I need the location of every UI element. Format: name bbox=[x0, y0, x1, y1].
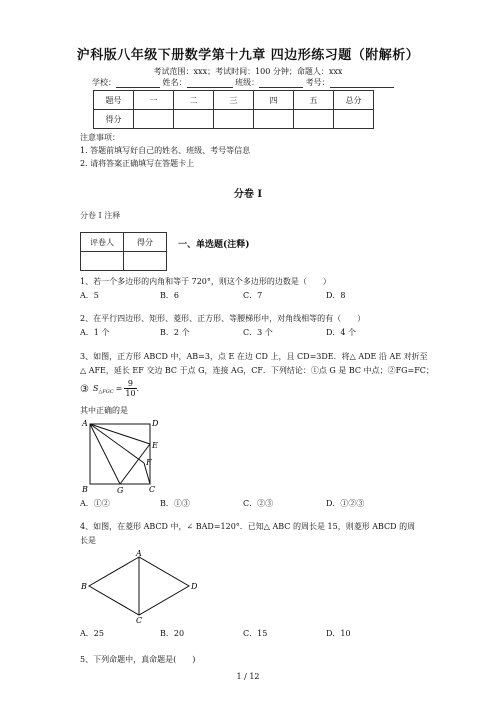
q4-option-d: D．10 bbox=[326, 629, 351, 638]
label-b: B bbox=[81, 582, 87, 591]
q3-option-a: A．①② bbox=[80, 499, 110, 508]
formula-lhs: S bbox=[93, 384, 99, 393]
document-title: 沪科版八年级下册数学第十九章 四边形练习题（附解析） bbox=[76, 48, 420, 63]
number-label: 考号： bbox=[305, 78, 330, 87]
segment-af bbox=[90, 424, 144, 463]
q2-option-b: B．2 个 bbox=[160, 328, 190, 337]
q4-option-c: C．15 bbox=[243, 629, 268, 638]
question-3-line-1: 3、如图，正方形 ABCD 中，AB=3，点 E 在边 CD 上，且 CD=3DE．将△ ADE 沿 AE 对折至 bbox=[80, 352, 428, 361]
school-label: 学校： bbox=[92, 78, 116, 87]
square-figure bbox=[80, 418, 160, 496]
label-c: C bbox=[136, 616, 143, 624]
formula-denominator: 10 bbox=[125, 389, 136, 398]
class-label: 班级： bbox=[235, 78, 260, 87]
label-a: A bbox=[136, 549, 142, 558]
note-item: 1. 答题前填写好自己的姓名、班级、考号等信息 bbox=[80, 146, 251, 155]
formula-numerator: 9 bbox=[127, 379, 133, 388]
square-abcd bbox=[90, 424, 150, 484]
score-table-header-row bbox=[94, 91, 374, 110]
notes-title: 注意事项： bbox=[80, 133, 120, 142]
label-b: B bbox=[82, 485, 88, 494]
q1-option-a: A．5 bbox=[80, 291, 99, 300]
section-title: 分卷 I bbox=[233, 189, 263, 200]
label-f: F bbox=[146, 458, 152, 467]
score-table-score-row bbox=[94, 110, 374, 129]
score-cell: 三 bbox=[214, 91, 254, 110]
class-blank bbox=[259, 78, 303, 88]
exam-info: 考试范围：xxx；考试时间：100 分钟；命题人：xxx bbox=[153, 67, 343, 76]
score-cell: 总分 bbox=[334, 91, 374, 110]
q3-option-c: C．②③ bbox=[243, 499, 274, 508]
note-item: 2. 请将答案正确填写在答题卡上 bbox=[80, 159, 195, 168]
score-table bbox=[93, 90, 374, 129]
label-e: E bbox=[152, 441, 158, 450]
score-cell bbox=[334, 110, 374, 129]
question-3-line-3: ③ bbox=[80, 384, 89, 395]
q1-option-d: D．8 bbox=[326, 291, 346, 300]
question-3-line-2: △ AFE，延长 EF 交边 BC 于点 G，连接 AG，CF．下列结论：①点 G 是 BC 中点；②FG=FC； bbox=[80, 366, 434, 375]
question-3-line-4: 其中正确的是 bbox=[80, 406, 128, 415]
label-g: G bbox=[117, 486, 124, 495]
name-blank bbox=[187, 78, 233, 88]
score-cell bbox=[254, 110, 294, 129]
label-d: D bbox=[152, 419, 159, 428]
grader-table bbox=[80, 232, 167, 271]
q4-option-a: A．25 bbox=[80, 629, 104, 638]
score-cell bbox=[294, 110, 334, 129]
q3-option-d: D．①②③ bbox=[326, 499, 365, 508]
q4-option-b: B．20 bbox=[160, 629, 185, 638]
question-4-line-1: 4、如图，在菱形 ABCD 中，∠ BAD=120°．已知△ ABC 的周长是 15，则菱形 ABCD 的周 bbox=[80, 522, 416, 531]
score-cell bbox=[134, 110, 174, 129]
part-title: 一、单选题(注释) bbox=[178, 240, 250, 250]
rhombus-figure bbox=[80, 548, 210, 624]
score-header: 得分 bbox=[124, 233, 167, 252]
q3-option-b: B．①③ bbox=[160, 499, 190, 508]
score-cell: 二 bbox=[174, 91, 214, 110]
question-1-stem: 1、若一个多边形的内角和等于 720°，则这个多边形的边数是（ ） bbox=[80, 277, 331, 286]
question-4-line-2: 长是 bbox=[80, 536, 96, 545]
score-cell bbox=[214, 110, 254, 129]
score-cell: 五 bbox=[294, 91, 334, 110]
q2-option-a: A．1 个 bbox=[80, 328, 110, 337]
question-5-stem: 5、下列命题中，真命题是( ) bbox=[80, 655, 196, 664]
q2-option-c: C．3 个 bbox=[243, 328, 273, 337]
name-label: 姓名： bbox=[162, 78, 187, 87]
score-cell bbox=[174, 110, 214, 129]
label-c: C bbox=[149, 485, 156, 494]
number-blank bbox=[330, 78, 394, 88]
question-2-stem: 2、在平行四边形、矩形、菱形、正方形、等腰梯形中，对角线相等的有（ ） bbox=[80, 314, 366, 323]
q2-option-d: D．4 个 bbox=[326, 328, 357, 337]
page-number: 1 / 12 bbox=[236, 672, 260, 681]
student-info-line bbox=[92, 77, 394, 88]
section-note: 分卷 I 注释 bbox=[80, 211, 121, 220]
formula-sub: △FGC bbox=[98, 388, 114, 395]
grader-blank bbox=[81, 252, 124, 271]
school-blank bbox=[116, 78, 160, 88]
label-a: A bbox=[82, 419, 88, 428]
score-cell: 题号 bbox=[94, 91, 134, 110]
area-formula: S △FGC = $\frac{9}{10}$ . bbox=[93, 379, 140, 398]
label-d: D bbox=[191, 582, 198, 591]
score-cell: 一 bbox=[134, 91, 174, 110]
score-cell: 得分 bbox=[94, 110, 134, 129]
q1-option-c: C．7 bbox=[243, 291, 263, 300]
grader-header: 评卷人 bbox=[81, 233, 124, 252]
score-cell: 四 bbox=[254, 91, 294, 110]
score-blank bbox=[124, 252, 167, 271]
q1-option-b: B．6 bbox=[160, 291, 179, 300]
